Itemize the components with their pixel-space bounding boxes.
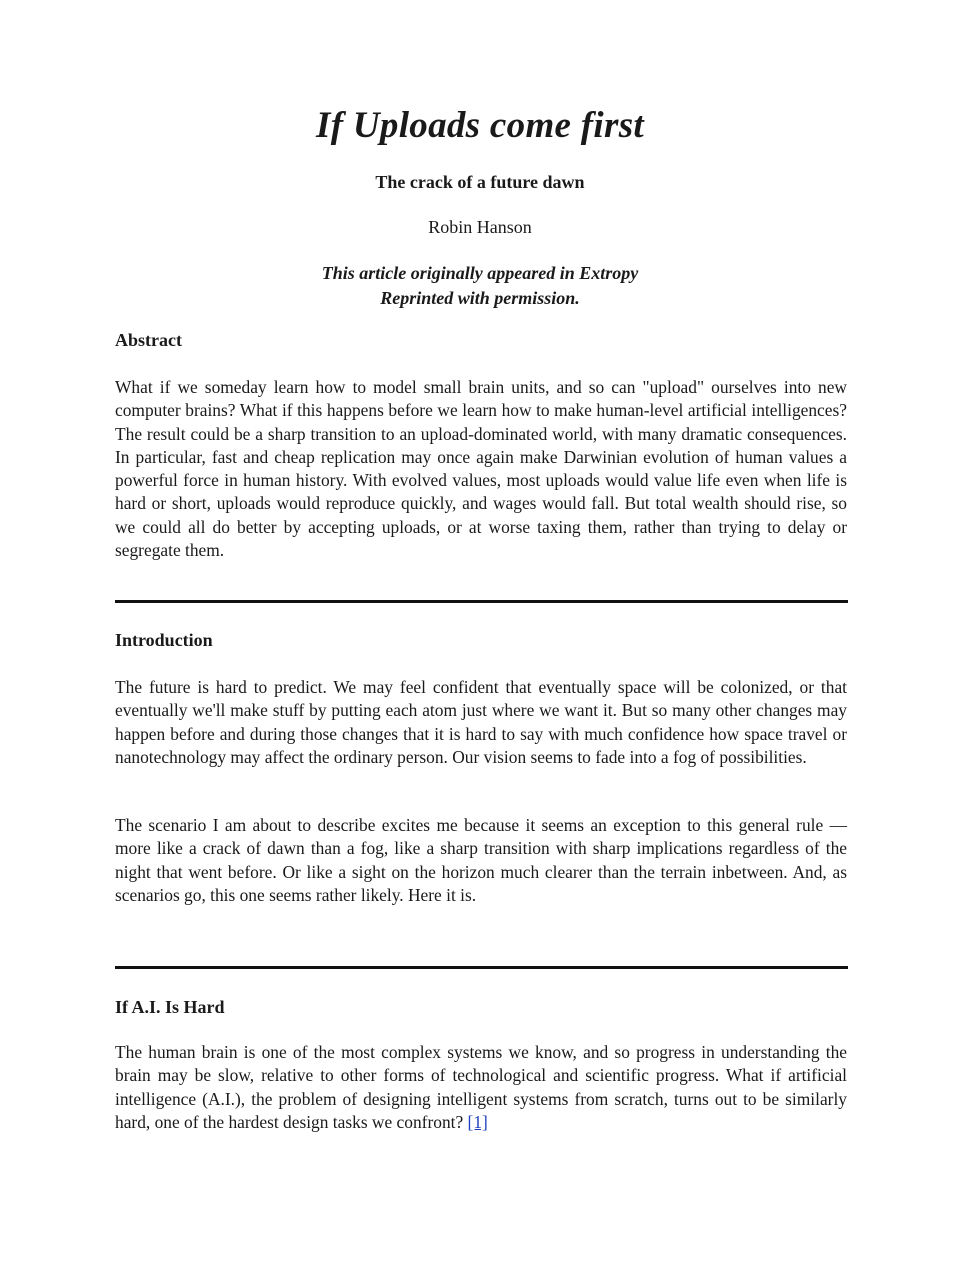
ai-hard-heading: If A.I. Is Hard (115, 997, 225, 1017)
section-divider (115, 966, 848, 969)
abstract-paragraph: What if we someday learn how to model small brain units, and so can "upload" ourselves into new computer brains? What if this happens before we learn how to make human-level artificial intelligences? The result could be a sharp transition to an upload-dominated world, with many dramatic consequences. In particular, fast and cheap replication may once again make Darwinian evolution of human values a powerful force in human history. With evolved values, most uploads would value life even when life is hard or short, uploads would reproduce quickly, and wages would fall. But total wealth should rise, so we could all do better by accepting uploads, or at worse taxing them, rather than trying to delay or segregate them. (115, 377, 847, 561)
ai-hard-paragraph-1 (115, 1041, 847, 1134)
introduction-paragraph-1: The future is hard to predict. We may feel confident that eventually space will be colonized, or that eventually we'll make stuff by putting each atom just where we want it. But so many other changes may happen before and during those changes that it is hard to say with much confidence how space travel or nanotechnology may affect the ordinary person. Our vision seems to fade into a fog of possibilities. (115, 677, 847, 767)
footnote-link-1[interactable]: [1] (467, 1111, 488, 1132)
ai-hard-paragraph-text: The human brain is one of the most complex systems we know, and so progress in understanding the brain may be slow, relative to other forms of technological and scientific progress. What if artificial intelligence (A.I.), the problem of designing intelligent systems from scratch, turns out to be similarly hard, one of the hardest design tasks we confront? (115, 1042, 847, 1132)
article-title: If Uploads come first (316, 105, 644, 146)
article-author: Robin Hanson (428, 217, 532, 237)
publication-note-line-2: Reprinted with permission. (380, 288, 580, 308)
publication-note-line-1: This article originally appeared in Extropy (321, 263, 639, 283)
abstract-heading: Abstract (115, 330, 182, 350)
introduction-paragraph-2: The scenario I am about to describe excites me because it seems an exception to this general rule — more like a crack of dawn than a fog, like a sharp transition with sharp implications regardless of the night that went before. Or like a sight on the horizon much clearer than the terrain inbetween. And, as scenarios go, this one seems rather likely. Here it is. (115, 815, 847, 905)
article-subtitle: The crack of a future dawn (375, 172, 585, 192)
introduction-heading: Introduction (115, 630, 213, 650)
section-divider (115, 600, 848, 603)
publication-note (0, 261, 960, 311)
